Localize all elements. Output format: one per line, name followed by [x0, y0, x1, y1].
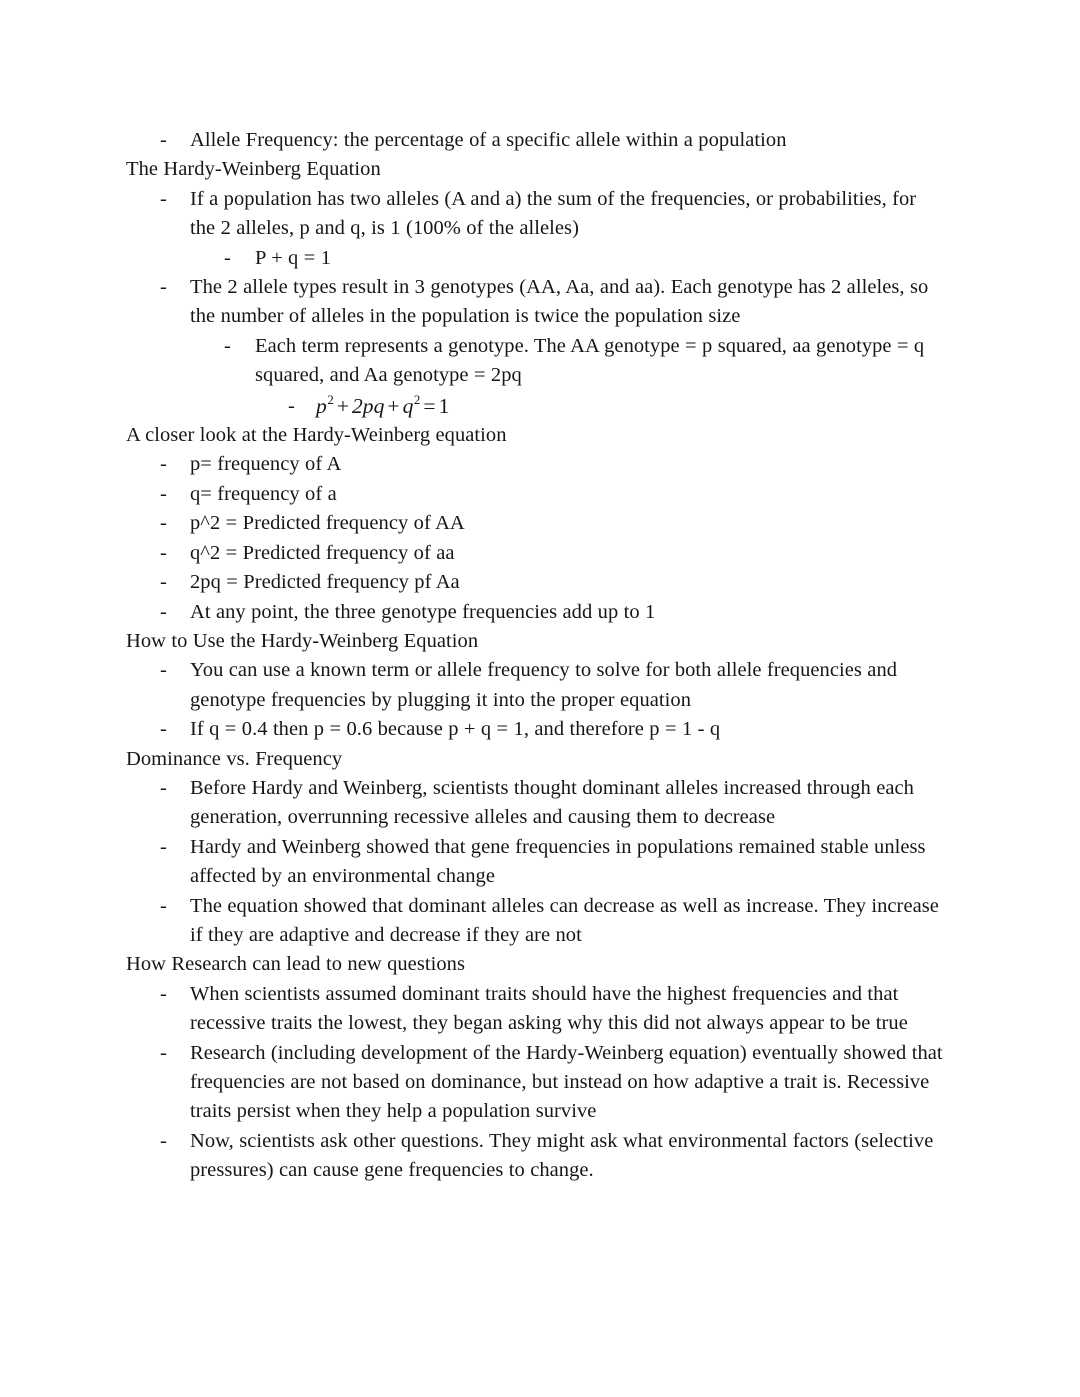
- list-item: [160, 1127, 944, 1186]
- list-item: [160, 833, 944, 892]
- bullet-dash-icon: -: [288, 394, 295, 417]
- list-item: [160, 656, 944, 715]
- paragraph-text: 2pq = Predicted frequency pf Aa: [190, 571, 460, 594]
- equation-operator: +: [387, 393, 400, 418]
- list-item: [160, 273, 944, 332]
- bullet-dash-icon: -: [160, 894, 167, 917]
- paragraph-text: When scientists assumed dominant traits should have the highest frequencies and that recessive traits the lowest, they began asking why this did not always appear to be true: [190, 982, 908, 1035]
- equation-text: [316, 392, 946, 421]
- section-heading: [126, 950, 956, 979]
- bullet-dash-icon: -: [160, 718, 167, 741]
- list-item: [160, 450, 944, 479]
- paragraph-text: A closer look at the Hardy-Weinberg equation: [126, 424, 507, 447]
- equation-result: 1: [438, 393, 450, 418]
- list-item: [160, 126, 944, 155]
- bullet-dash-icon: -: [160, 541, 167, 564]
- bullet-dash-icon: -: [160, 187, 167, 210]
- list-item: [160, 598, 944, 627]
- paragraph-text: Hardy and Weinberg showed that gene frequencies in populations remained stable unless affected by an environmental change: [190, 835, 931, 888]
- bullet-dash-icon: -: [160, 835, 167, 858]
- bullet-dash-icon: -: [160, 512, 167, 535]
- list-item: [160, 509, 944, 538]
- bullet-dash-icon: -: [224, 334, 231, 357]
- list-item: [288, 392, 946, 421]
- paragraph-text: Allele Frequency: the percentage of a specific allele within a population: [190, 129, 787, 151]
- bullet-dash-icon: -: [160, 776, 167, 799]
- paragraph-text: The Hardy-Weinberg Equation: [126, 158, 381, 181]
- list-item: [160, 568, 944, 597]
- paragraph-text: p= frequency of A: [190, 453, 342, 476]
- bullet-dash-icon: -: [160, 659, 167, 682]
- bullet-dash-icon: -: [160, 600, 167, 623]
- paragraph-text: How to Use the Hardy-Weinberg Equation: [126, 629, 479, 652]
- bullet-dash-icon: -: [224, 246, 231, 269]
- bullet-dash-icon: -: [160, 129, 167, 151]
- paragraph-text: q= frequency of a: [190, 482, 337, 505]
- bullet-dash-icon: -: [160, 982, 167, 1005]
- paragraph-text: P + q = 1: [255, 246, 332, 269]
- bullet-dash-icon: -: [160, 1041, 167, 1064]
- paragraph-text: If a population has two alleles (A and a) the sum of the frequencies, or probabilities, for the 2 alleles, p and q, is 1 (100% of the alleles): [190, 187, 922, 240]
- equation-term-p: $p^2$: [316, 393, 334, 418]
- equation-exponent: 2: [327, 393, 334, 408]
- paragraph-text: How Research can lead to new questions: [126, 953, 465, 976]
- paragraph-text: p^2 = Predicted frequency of AA: [190, 512, 465, 535]
- equation-term-2pq: 2pq: [352, 393, 385, 418]
- bullet-dash-icon: -: [160, 1129, 167, 1152]
- list-item: [160, 892, 945, 951]
- paragraph-text: q^2 = Predicted frequency of aa: [190, 541, 455, 564]
- list-item: [160, 480, 944, 509]
- bullet-dash-icon: -: [160, 453, 167, 476]
- paragraph-text: The equation showed that dominant alleles can decrease as well as increase. They increase if they are adaptive and decrease if they are not: [190, 894, 945, 946]
- bullet-dash-icon: -: [160, 482, 167, 505]
- equation-term-q: $q^2$: [402, 393, 421, 418]
- list-item: [224, 332, 945, 391]
- equation-operator: +: [336, 393, 349, 418]
- paragraph-text: If q = 0.4 then p = 0.6 because p + q = 1, and therefore p = 1 - q: [190, 718, 721, 741]
- paragraph-text: You can use a known term or allele frequency to solve for both allele frequencies and genotype frequencies by plugging it into the proper equation: [190, 659, 903, 711]
- bullet-dash-icon: -: [160, 276, 167, 299]
- paragraph-text: Now, scientists ask other questions. They might ask what environmental factors (selective pressures) can cause gene frequencies to change.: [190, 1129, 939, 1182]
- list-item: [160, 1039, 949, 1127]
- list-item: [160, 185, 944, 244]
- equation-exponent: 2: [413, 393, 421, 408]
- section-heading: [126, 421, 956, 450]
- paragraph-text: At any point, the three genotype frequencies add up to 1: [190, 600, 656, 623]
- list-item: [160, 715, 944, 744]
- list-item: [224, 244, 945, 273]
- section-heading: [126, 627, 956, 656]
- bullet-dash-icon: -: [160, 571, 167, 594]
- paragraph-text: Research (including development of the Hardy-Weinberg equation) eventually showed that frequencies are not based on dominance, but instead on how adaptive a trait is. Recessive traits persist when they help a population survive: [190, 1041, 949, 1123]
- paragraph-text: The 2 allele types result in 3 genotypes (AA, Aa, and aa). Each genotype has 2 alleles, so the number of alleles in the population is twice the population size: [190, 276, 934, 328]
- document-body: [126, 126, 956, 1186]
- paragraph-text: Before Hardy and Weinberg, scientists thought dominant alleles increased through each generation, overrunning recessive alleles and causing them to decrease: [190, 776, 920, 829]
- list-item: [160, 980, 944, 1039]
- section-heading: [126, 155, 956, 184]
- equation-equals: =: [423, 393, 436, 418]
- paragraph-text: Each term represents a genotype. The AA genotype = p squared, aa genotype = q squared, and Aa genotype = 2pq: [255, 334, 930, 387]
- section-heading: [126, 745, 956, 774]
- paragraph-text: Dominance vs. Frequency: [126, 747, 343, 770]
- list-item: [160, 774, 944, 833]
- list-item: [160, 539, 944, 568]
